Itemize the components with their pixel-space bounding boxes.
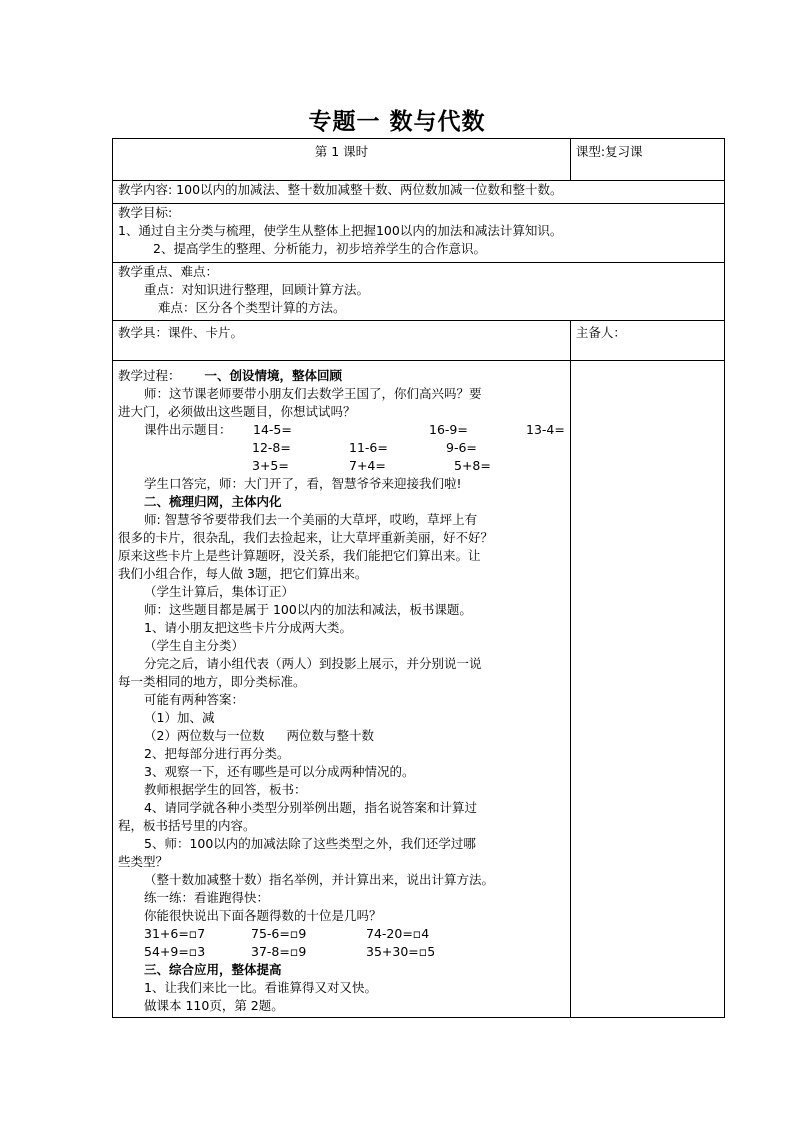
paragraph: （学生计算后，集体订正） — [144, 584, 295, 599]
exercise-label: 课件出示题目： — [144, 422, 232, 437]
key-points-row — [113, 263, 725, 321]
paragraph: 分完之后，请小组代表（两人）到投影上展示，并分别说一说 — [144, 656, 482, 671]
header-row — [113, 139, 725, 181]
paragraph: 你能很快说出下面各题得数的十位是几吗？ — [144, 908, 382, 923]
paragraph: 1、请小朋友把这些卡片分成两大类。 — [144, 620, 352, 635]
lesson-number: 第 1 课时 — [314, 144, 369, 159]
paragraph: 学生口答完，师：大门开了，看，智慧爷爷来迎接我们啦! — [144, 476, 462, 491]
process-label: 教学过程： — [118, 368, 181, 383]
goals-label: 教学目标: — [118, 205, 173, 220]
paragraph: 2、把每部分进行再分类。 — [144, 746, 290, 761]
section-1-title: 一、创设情境，整体回顾 — [204, 368, 343, 383]
paragraph: 做课本 110页，第 2题。 — [144, 998, 284, 1013]
paragraph: 师: 智慧爷爷要带我们去一个美丽的大草坪，哎哟，草坪上有 — [144, 512, 478, 527]
goal-item: 2、提高学生的整理、分析能力，初步培养学生的合作意识。 — [153, 241, 486, 256]
practice-item: 31+6=▫7 — [144, 926, 206, 941]
practice-item: 54+9=▫3 — [144, 944, 206, 959]
paragraph: 些类型？ — [118, 854, 169, 869]
exercise-row — [118, 457, 565, 475]
section-2-title: 二、梳理归网，主体内化 — [144, 494, 282, 509]
goal-item: 1、通过自主分类与梳理，使学生从整体上把握100以内的加法和减法计算知识。 — [118, 223, 563, 238]
difficult-point: 难点：区分各个类型计算的方法。 — [158, 300, 346, 315]
practice-row — [118, 943, 565, 961]
paragraph: （学生自主分类） — [144, 638, 245, 653]
host-label: 主备人： — [575, 325, 626, 340]
paragraph: 3、观察一下，还有哪些是可以分成两种情况的。 — [144, 764, 415, 779]
exercise-item: 16-9= — [429, 422, 468, 437]
exercise-item: 13-4= — [526, 422, 565, 437]
paragraph: 程，板书括号里的内容。 — [118, 818, 256, 833]
exercise-item: 14-5= — [253, 422, 292, 437]
teaching-content: 教学内容: 100以内的加减法、整十数加减整十数、两位数加减一位数和整十数。 — [118, 182, 563, 197]
paragraph: 进大门，必须做出这些题目，你想试试吗？ — [118, 404, 356, 419]
paragraph: 4、请同学就各种小类型分别举例出题，指名说答案和计算过 — [144, 800, 477, 815]
lesson-plan-table — [112, 138, 725, 1018]
paragraph: 我们小组合作，每人做 3题，把它们算出来。 — [118, 566, 368, 581]
paragraph: 原来这些卡片上是些计算题呀，没关系，我们能把它们算出来。让 — [118, 548, 481, 563]
paragraph: 练一练：看谁跑得快： — [144, 890, 270, 905]
lesson-type: 课型:复习课 — [575, 144, 643, 159]
paragraph: 师：这些题目都是属于 100以内的加法和减法，板书课题。 — [144, 602, 472, 617]
paragraph: 很多的卡片，很杂乱，我们去捡起来，让大草坪重新美丽，好不好？ — [118, 530, 494, 545]
practice-item: 74-20=▫4 — [366, 926, 430, 941]
paragraph: 可能有两种答案： — [144, 692, 245, 707]
exercise-row — [118, 439, 565, 457]
key-point: 重点：对知识进行整理，回顾计算方法。 — [144, 282, 370, 297]
exercise-item: 11-6= — [349, 440, 388, 455]
paragraph: （整十数加减整十数）指名举例，并计算出来，说出计算方法。 — [144, 872, 495, 887]
paragraph: 教师根据学生的回答，板书： — [144, 782, 307, 797]
paragraph: 每一类相同的地方，即分类标准。 — [118, 674, 306, 689]
teaching-tools: 教学具：课件、卡片。 — [118, 325, 244, 340]
exercise-item: 7+4= — [349, 458, 386, 473]
paragraph: （1）加、减 — [144, 710, 215, 725]
exercise-item: 12-8= — [252, 440, 291, 455]
practice-row — [118, 925, 565, 943]
exercise-item: 3+5= — [252, 458, 289, 473]
content-row — [113, 181, 725, 204]
section-3-title: 三、综合应用，整体提高 — [144, 962, 282, 977]
practice-item: 37-8=▫9 — [251, 944, 307, 959]
exercise-row — [118, 421, 565, 439]
exercise-item: 9-6= — [446, 440, 477, 455]
practice-item: 75-6=▫9 — [251, 926, 307, 941]
exercise-item: 5+8= — [454, 458, 491, 473]
answer-option: （2）两位数与一位数 — [144, 728, 265, 743]
paragraph: 师：这节课老师要带小朋友们去数学王国了，你们高兴吗？要 — [144, 386, 482, 401]
paragraph: 1、让我们来比一比。看谁算得又对又快。 — [144, 980, 377, 995]
practice-item: 35+30=▫5 — [366, 944, 436, 959]
key-points-label: 教学重点、难点： — [118, 264, 219, 279]
process-row — [113, 361, 725, 1018]
answer-option: 两位数与整十数 — [286, 728, 374, 743]
paragraph: 5、师：100以内的加减法除了这些类型之外，我们还学过哪 — [144, 836, 476, 851]
notes-cell — [570, 361, 724, 1018]
page-title: 专题一 数与代数 — [308, 109, 486, 135]
goals-row — [113, 204, 725, 263]
tools-row — [113, 321, 725, 361]
